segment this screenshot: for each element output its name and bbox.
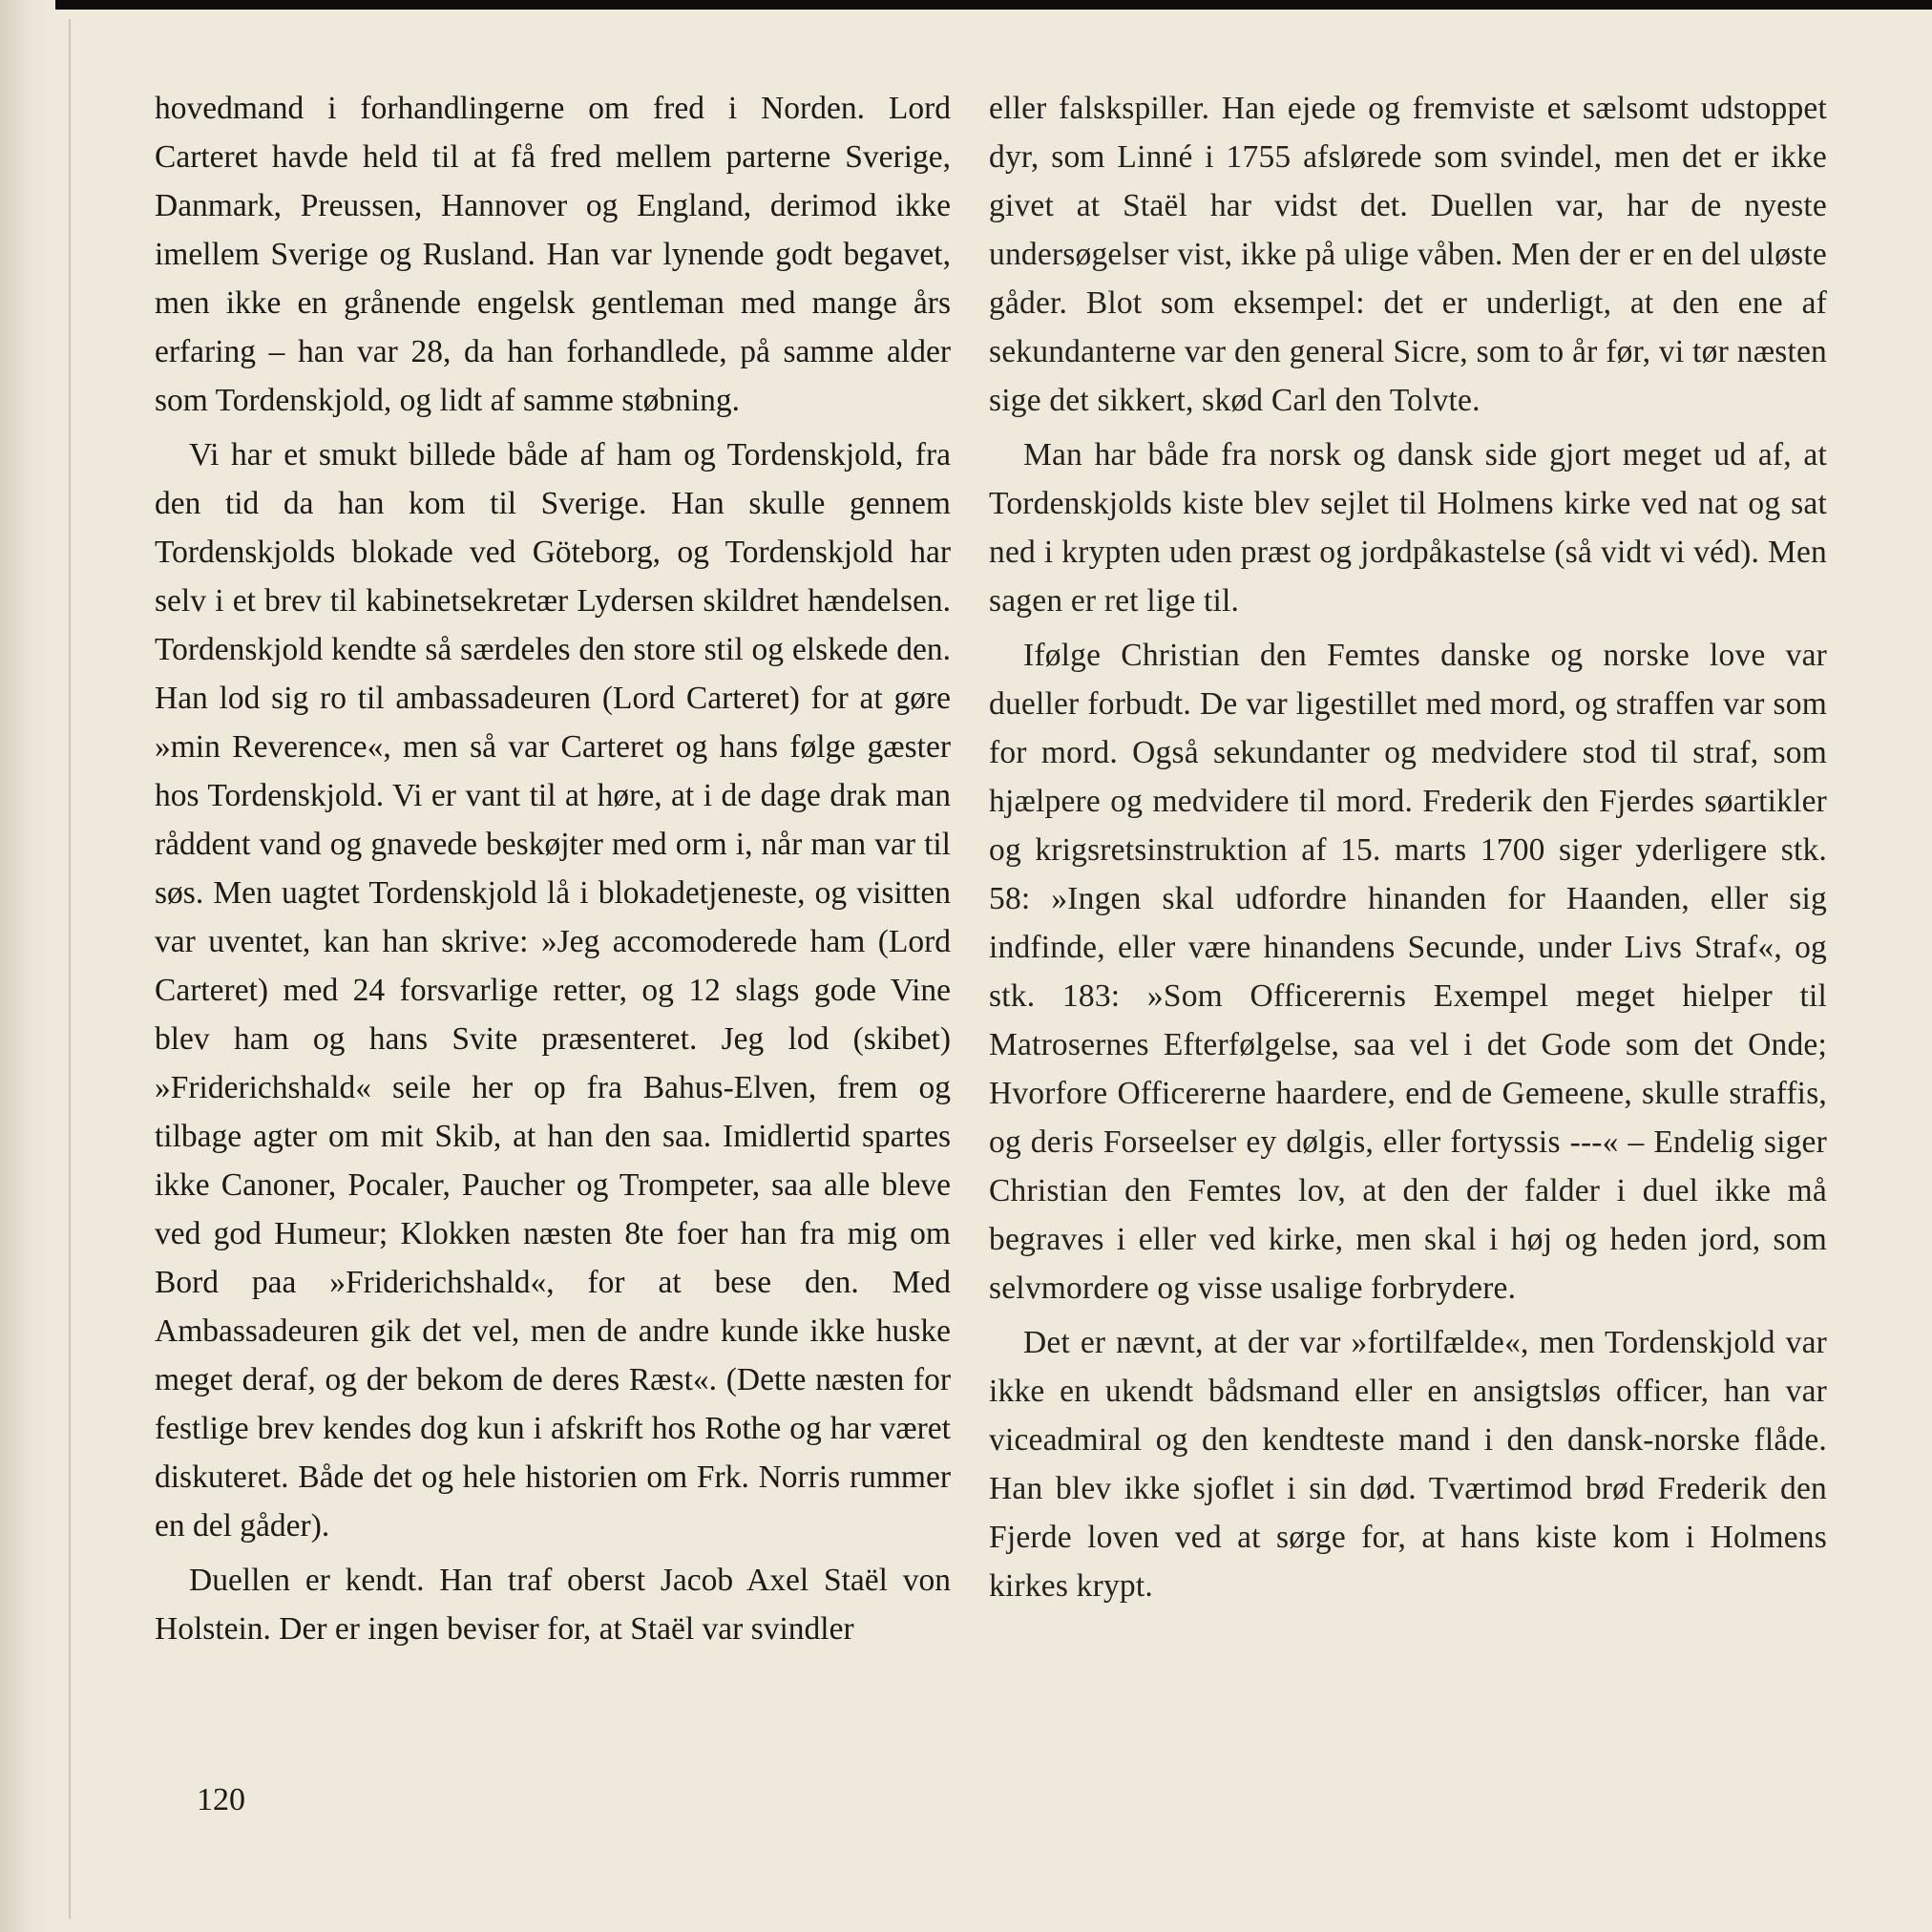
book-spine-shadow — [0, 0, 55, 1932]
paragraph: Duellen er kendt. Han traf oberst Jacob Axel Staël von Holstein. Der er ingen beviser for, at Staël var svindler — [155, 1563, 951, 1647]
paragraph: eller falskspiller. Han ejede og fremviste et sælsomt udstoppet dyr, som Linné i 1755 afslørede som svindel, men det er ikke givet at Staël har vidst det. Duellen var, har de nyeste undersøgelser vist, ikke på ulige våben. Men der er en del uløste gåder. Blot som eksempel: det er underligt, at den ene af sekundanterne var den general Sicre, som to år før, vi tør næsten sige det sikkert, skød Carl den Tolvte. — [989, 91, 1827, 418]
left-text-column — [155, 84, 951, 1745]
right-text-column — [989, 84, 1827, 1745]
page-number: 120 — [197, 1782, 245, 1817]
paragraph: hovedmand i forhandlingerne om fred i Norden. Lord Carteret havde held til at få fred mellem parterne Sverige, Danmark, Preussen, Hannover og England, derimod ikke imellem Sverige og Rusland. Han var lynende godt begavet, men ikke en grånende engelsk gentleman med mange års erfaring – han var 28, da han forhandlede, på samme alder som Tordenskjold, og lidt af samme støbning. — [155, 91, 951, 418]
paragraph: Det er nævnt, at der var »fortilfælde«, men Tordenskjold var ikke en ukendt bådsmand eller en ansigtsløs officer, han var viceadmiral og den kendteste mand i den dansk-norske flåde. Han blev ikke sjoflet i sin død. Tværtimod brød Frederik den Fjerde loven ved at sørge for, at hans kiste kom i Holmens kirkes krypt. — [989, 1325, 1827, 1604]
page-top-edge — [0, 0, 1932, 10]
paragraph: Man har både fra norsk og dansk side gjort meget ud af, at Tordenskjolds kiste blev sejlet til Holmens kirke ved nat og sat ned i krypten uden præst og jordpåkastelse (så vidt vi véd). Men sagen er ret lige til. — [989, 437, 1827, 619]
paragraph: Ifølge Christian den Femtes danske og norske love var dueller forbudt. De var ligestillet med mord, og straffen var som for mord. Også sekundanter og medvidere stod til straf, som hjælpere og medvidere til mord. Frederik den Fjerdes søartikler og krigsretsinstruktion af 15. marts 1700 siger yderligere stk. 58: »Ingen skal udfordre hinanden for Haanden, eller sig indfinde, eller være hinandens Secunde, under Livs Straf«, og stk. 183: »Som Officerernis Exempel meget hielper til Matrosernes Efterfølgelse, saa vel i det Gode som det Onde; Hvorfore Officererne haardere, end de Gemeene, skulle straffis, og deris Forseelser ey dølgis, eller fortyssis ---« – Endelig siger Christian den Femtes lov, at den der falder i duel ikke må begraves i eller ved kirke, men skal i høj og heden jord, som selvmordere og visse usalige forbrydere. — [989, 638, 1827, 1306]
page-edge-line — [69, 19, 71, 1919]
paragraph: Vi har et smukt billede både af ham og Tordenskjold, fra den tid da han kom til Sverige. Han skulle gennem Tordenskjolds blokade ved Göteborg, og Tordenskjold har selv i et brev til kabinetsekretær Lydersen skildret hændelsen. Tordenskjold kendte så særdeles den store stil og elskede den. Han lod sig ro til ambassadeuren (Lord Carteret) for at gøre »min Reverence«, men så var Carteret og hans følge gæster hos Tordenskjold. Vi er vant til at høre, at i de dage drak man råddent vand og gnavede beskøjter med orm i, når man var til søs. Men uagtet Tordenskjold lå i blokadetjeneste, og visitten var uventet, kan han skrive: »Jeg accomoderede ham (Lord Carteret) med 24 forsvarlige retter, og 12 slags gode Vine blev ham og hans Svite præsenteret. Jeg lod (skibet) »Friderichshald« seile her op fra Bahus-Elven, frem og tilbage agter om mit Skib, at han den saa. Imidlertid spartes ikke Canoner, Pocaler, Paucher og Trompeter, saa alle bleve ved god Humeur; Klokken næsten 8te foer han fra mig om Bord paa »Friderichshald«, for at bese den. Med Ambassadeuren gik det vel, men de andre kunde ikke huske meget deraf, og der bekom de deres Ræst«. (Dette næsten for festlige brev kendes dog kun i afskrift hos Rothe og har været diskuteret. Både det og hele historien om Frk. Norris rummer en del gåder). — [155, 437, 951, 1544]
